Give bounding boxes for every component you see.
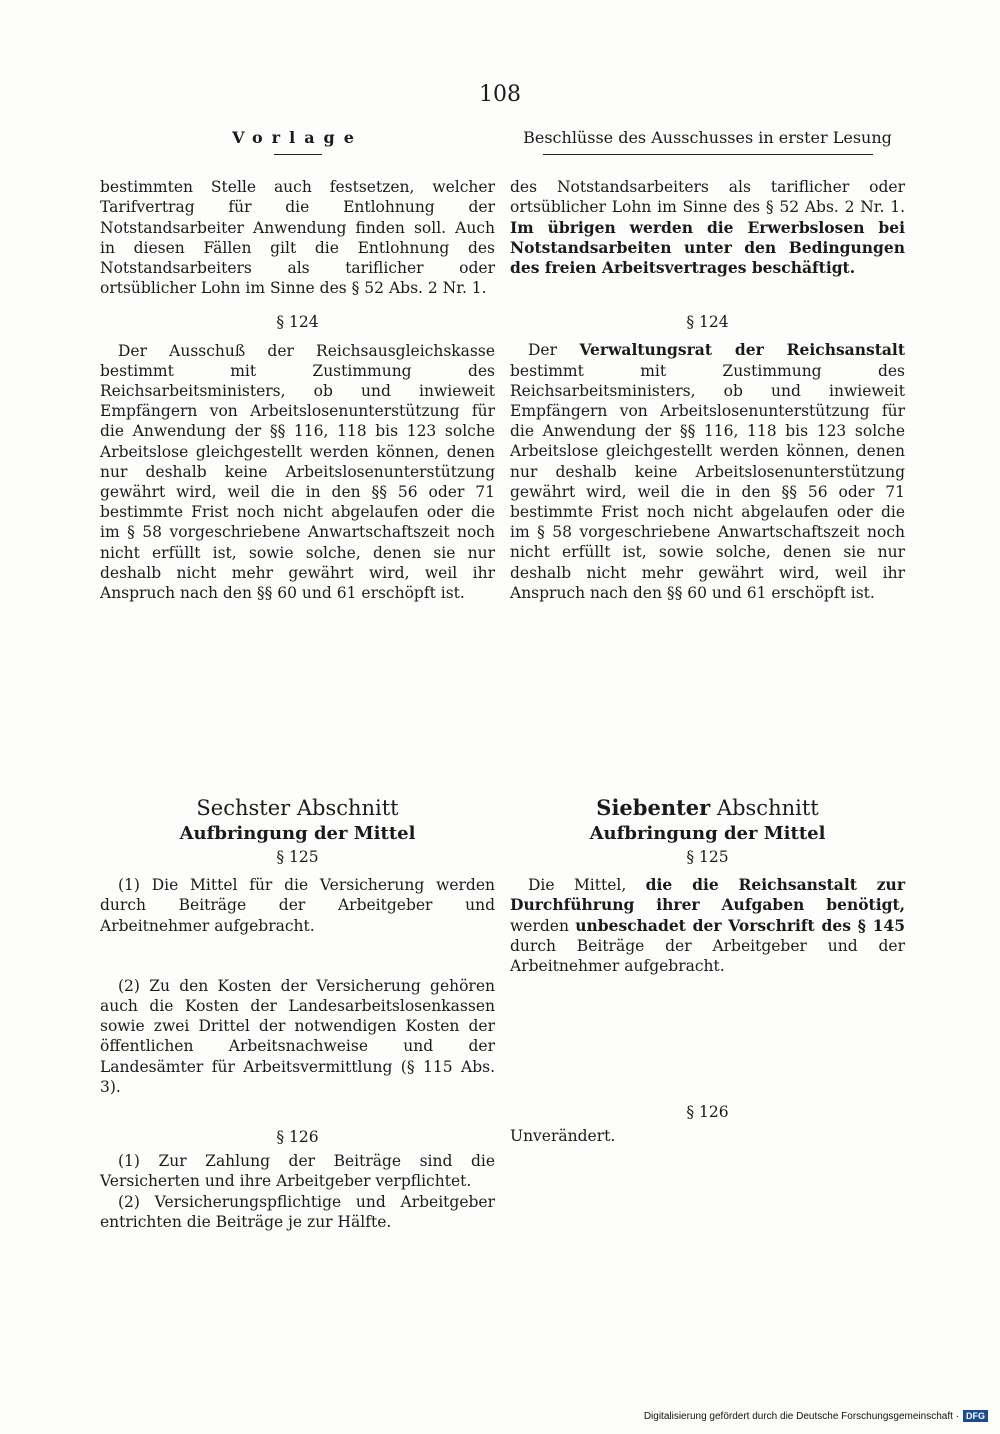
right-abschnitt-title: Aufbringung der Mittel — [589, 823, 826, 844]
footer-text: Digitalisierung gefördert durch die Deutsche Forschungsgemeinschaft · — [643, 1410, 959, 1422]
left-s124-text: Der Ausschuß der Reichsausgleichskasse bestimmt mit Zustimmung des Reichsarbeitsministers, ob und inwieweit Empfängern von Arbeitslosenunterstützung für die Anwendung der §§ 116, 118 bis 123 solche Arbeitslose gleichgestellt werden können, denen nur deshalb keine Arbeitslosenunterstützung gewährt wird, weil die in den §§ 56 oder 71 bestimmte Frist noch nicht abgelaufen oder die im § 58 vorgeschriebene Anwartschaftszeit noch nicht erfüllt ist, sowie solche, denen sie nur deshalb nicht mehr gewährt wird, weil ihr Anspruch nach den §§ 60 und 61 erschöpft ist. — [100, 341, 495, 603]
right-s125-paragraph — [510, 875, 905, 976]
right-s124-text: bestimmt mit Zustimmung des Reichsarbeitsministers, ob und inwieweit Empfängern von Arbeitslosenunterstützung für die Anwendung der §§ 116, 118 bis 123 solche Arbeitslose gleichgestellt werden können, denen nur deshalb keine Arbeitslosenunterstützung gewährt wird, weil die in den §§ 56 oder 71 bestimmte Frist noch nicht abgelaufen oder die im § 58 vorgeschriebene Anwartschaftszeit noch nicht erfüllt ist, sowie solche, denen sie nur deshalb nicht mehr gewährt wird, weil ihr Anspruch nach den §§ 60 und 61 erschöpft ist. — [510, 361, 905, 602]
right-top-paragraph — [510, 177, 905, 278]
left-s125-p1: (1) Die Mittel für die Versicherung werden durch Beiträge der Arbeitgeber und Arbeitnehmer aufgebracht. — [100, 876, 495, 935]
right-abschnitt — [510, 795, 905, 821]
left-column-header: Vorlage — [232, 128, 363, 147]
right-column-header: Beschlüsse des Ausschusses in erster Lesung — [523, 128, 892, 147]
digitization-footer — [644, 1410, 988, 1422]
left-column — [100, 128, 495, 603]
page-number: 108 — [479, 82, 521, 107]
right-abschnitt-bold: Siebenter — [596, 795, 711, 820]
left-s126-heading: § 126 — [276, 1128, 319, 1147]
right-header-rule — [543, 154, 873, 155]
right-s125-bold2: unbeschadet der Vorschrift des § 145 — [575, 915, 905, 935]
left-top-paragraph: bestimmten Stelle auch festsetzen, welcher Tarifvertrag für die Entlohnung der Notstandsarbeiter Anwendung finden soll. Auch in diesen Fällen gilt die Entlohnung des Notstandsarbeiters als tariflicher oder ortsüblicher Lohn im Sinne des § 52 Abs. 2 Nr. 1. — [100, 178, 495, 298]
left-lower-section — [100, 795, 495, 1232]
left-s124-heading: § 124 — [276, 313, 319, 332]
right-top-bold-text: Im übrigen werden die Erwerbslosen bei Notstandsarbeiten unter den Bedingungen des freien Arbeitsvertrages beschäftigt. — [510, 217, 905, 278]
right-s124-paragraph — [510, 340, 905, 603]
right-lower-section — [510, 795, 905, 1147]
right-s126-text: Unverändert. — [510, 1127, 616, 1146]
left-abschnitt: Sechster Abschnitt — [196, 796, 399, 820]
right-abschnitt-rest: Abschnitt — [716, 796, 819, 820]
left-s126-p2: (2) Versicherungspflichtige und Arbeitgeber entrichten die Beiträge je zur Hälfte. — [100, 1192, 495, 1231]
right-s125-bold1: die die Reichsanstalt zur Durchführung ihrer Aufgaben benötigt, — [510, 875, 905, 915]
right-s125-post: durch Beiträge der Arbeitgeber und der Arbeitnehmer aufgebracht. — [510, 936, 905, 976]
right-s124-pre: Der — [528, 341, 558, 360]
left-s126-p1: (1) Zur Zahlung der Beiträge sind die Versicherten und ihre Arbeitgeber verpflichtet. — [100, 1152, 495, 1191]
left-s125-p2: (2) Zu den Kosten der Versicherung gehören auch die Kosten der Landesarbeitslosenkassen sowie zwei Drittel der notwendigen Kosten der öffentlichen Arbeitsnachweise und der Landesämter für Arbeitsvermittlung (§ 115 Abs. 3). — [100, 976, 495, 1096]
right-s125-heading: § 125 — [686, 848, 729, 866]
left-s125-heading: § 125 — [276, 848, 319, 866]
left-header-rule — [274, 154, 322, 155]
dfg-logo: DFG — [963, 1410, 988, 1422]
left-abschnitt-title: Aufbringung der Mittel — [179, 823, 416, 844]
right-s126-heading: § 126 — [686, 1103, 729, 1122]
right-s124-bold: Verwaltungsrat der Reichsanstalt — [579, 340, 905, 360]
right-s124-heading: § 124 — [686, 313, 729, 332]
right-top-text: des Notstandsarbeiters als tariflicher oder ortsüblicher Lohn im Sinne des § 52 Abs. 2 Nr. 1. — [510, 178, 905, 217]
right-s125-mid: werden — [510, 916, 569, 935]
right-s125-pre: Die Mittel, — [528, 876, 627, 895]
right-column — [510, 128, 905, 603]
